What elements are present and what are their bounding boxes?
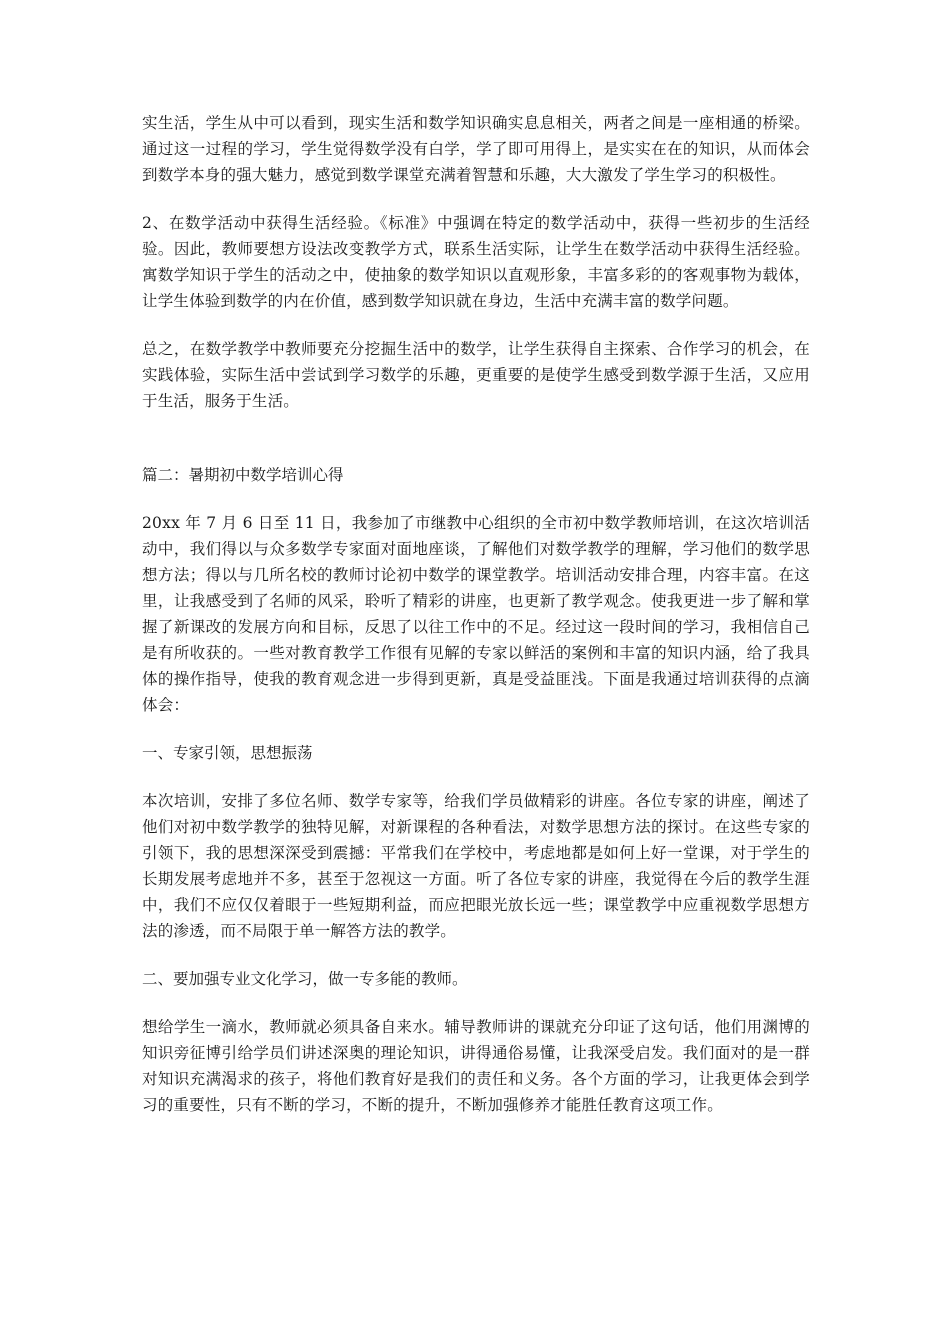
paragraph-teacher-knowledge: 想给学生一滴水，教师就必须具备自来水。辅导教师讲的课就充分印证了这句话，他们用渊博的知识旁征博引给学员们讲述深奥的理论知识，讲得通俗易懂，让我深受启发。我们面对的是一群对知识充满渴求的孩子，将他们教育好是我们的责任和义务。各个方面的学习，让我更体会到学习的重要性，只有不断的学习，不断的提升，不断加强修养才能胜任教育这项工作。: [142, 1018, 810, 1114]
paragraph-gap: [142, 766, 810, 788]
paragraph-gap: [142, 188, 810, 210]
paragraph-conclusion: 总之，在数学教学中教师要充分挖掘生活中的数学，让学生获得自主探索、合作学习的机会，在实践体验，实际生活中尝试到学习数学的乐趣，更重要的是使学生感受到数学源于生活，又应用于生活，服务于生活。: [142, 340, 810, 410]
paragraph-gap: [142, 718, 810, 740]
section-title-part-two: 篇二：暑期初中数学培训心得: [142, 466, 344, 484]
section-gap: [142, 414, 810, 462]
subheading-expert-guidance: 一、专家引领，思想振荡: [142, 744, 313, 762]
subheading-professional-study: 二、要加强专业文化学习，做一专多能的教师。: [142, 970, 468, 988]
paragraph-training-intro: 20xx 年 7 月 6 日至 11 日，我参加了市继教中心组织的全市初中数学教师培训，在这次培训活动中，我们得以与众多数学专家面对面地座谈，了解他们对数学教学的理解，学习他们的数学思想方法；得以与几所名校的教师讨论初中数学的课堂教学。培训活动安排合理，内容丰富。在这里，让我感受到了名师的风采，聆听了精彩的讲座，也更新了教学观念。使我更进一步了解和掌握了新课改的发展方向和目标，反思了以往工作中的不足。经过这一段时间的学习，我相信自己是有所收获的。一些对教育教学工作很有见解的专家以鲜活的案例和丰富的知识内涵，给了我具体的操作指导，使我的教育观念进一步得到更新，真是受益匪浅。下面是我通过培训获得的点滴体会：: [142, 514, 810, 714]
paragraph-point-2: 2、在数学活动中获得生活经验。《标准》中强调在特定的数学活动中，获得一些初步的生活经验。因此，教师要想方设法改变教学方式，联系生活实际，让学生在数学活动中获得生活经验。寓数学知识于学生的活动之中，使抽象的数学知识以直观形象，丰富多彩的的客观事物为载体，让学生体验到数学的内在价值，感到数学知识就在身边，生活中充满丰富的数学问题。: [142, 214, 810, 310]
document-page: [142, 110, 810, 1118]
paragraph-gap: [142, 992, 810, 1014]
paragraph-gap: [142, 314, 810, 336]
paragraph-gap: [142, 488, 810, 510]
paragraph-intro-continued: 实生活，学生从中可以看到，现实生活和数学知识确实息息相关，两者之间是一座相通的桥梁。通过这一过程的学习，学生觉得数学没有白学，学了即可用得上，是实实在在的知识，从而体会到数学本身的强大魅力，感觉到数学课堂充满着智慧和乐趣，大大激发了学生学习的积极性。: [142, 114, 810, 184]
paragraph-gap: [142, 944, 810, 966]
paragraph-expert-lectures: 本次培训，安排了多位名师、数学专家等，给我们学员做精彩的讲座。各位专家的讲座，阐述了他们对初中数学教学的独特见解，对新课程的各种看法，对数学思想方法的探讨。在这些专家的引领下，我的思想深深受到震撼：平常我们在学校中，考虑地都是如何上好一堂课，对于学生的长期发展考虑地并不多，甚至于忽视这一方面。听了各位专家的讲座，我觉得在今后的教学生涯中，我们不应仅仅着眼于一些短期利益，而应把眼光放长远一些；课堂教学中应重视数学思想方法的渗透，而不局限于单一解答方法的教学。: [142, 792, 810, 940]
